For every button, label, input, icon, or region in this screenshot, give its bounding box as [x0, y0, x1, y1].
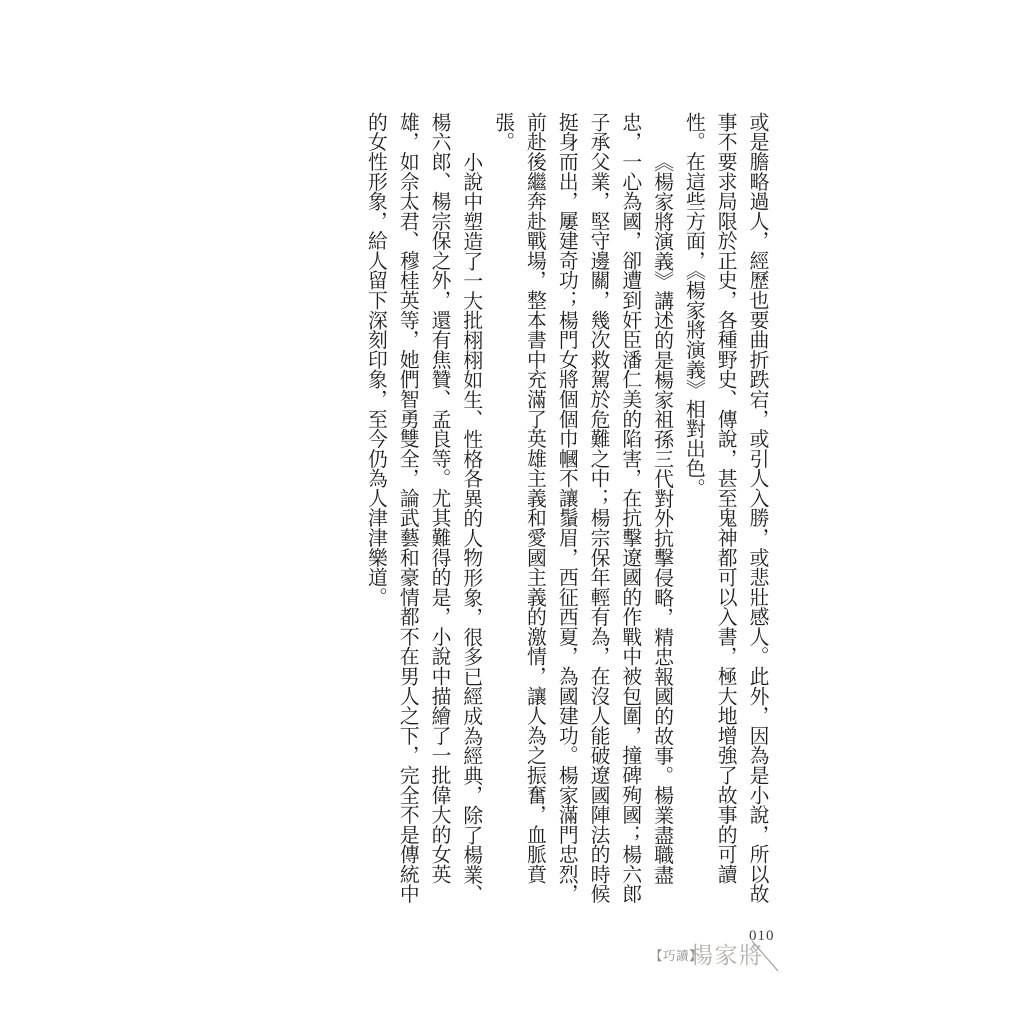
book-title: 楊家將: [690, 943, 764, 968]
body-paragraph: 或是膽略過人，經歷也要曲折跌宕，或引人入勝，或悲壯感人。此外，因為是小說，所以故事不要求局限於正史，各種野史、傳說，甚至鬼神都可以入書，極大地增強了故事的可讀性。在這些方面，《楊家將演義》相對出色。: [682, 112, 768, 904]
page-footer: [648, 926, 818, 982]
page-number: 010: [749, 928, 775, 944]
main-text-block: [362, 112, 772, 906]
body-paragraph: 《楊家將演義》講述的是楊家祖孫三代對外抗擊侵略，精忠報國的故事。楊業盡職盡忠，一心為國，卻遭到奸臣潘仁美的陷害，在抗擊遼國的作戰中被包圍，撞碑殉國；楊六郎子承父業，堅守邊關，幾次救駕於危難之中；楊宗保年輕有為，在沒人能破遼國陣法的時候挺身而出，屢建奇功；楊門女將個個巾幗不讓鬚眉，西征西夏，為國建功。楊家滿門忠烈，前赴後繼奔赴戰場，整本書中充滿了英雄主義和愛國主義的激情，讓人為之振奮，血脈賁張。: [491, 112, 673, 904]
body-paragraph: 小說中塑造了一大批栩栩如生、性格各異的人物形象，很多已經成為經典，除了楊業、楊六郎、楊宗保之外，還有焦贊、孟良等。尤其難得的是，小說中描繪了一批偉大的女英雄，如佘太君、穆桂英等，她們智勇雙全，論武藝和豪情都不在男人之下，完全不是傳統中的女性形象，給人留下深刻印象，至今仍為人津津樂道。: [364, 112, 482, 904]
series-label: 【巧讀】: [650, 949, 703, 963]
divider-stroke: [752, 941, 778, 971]
